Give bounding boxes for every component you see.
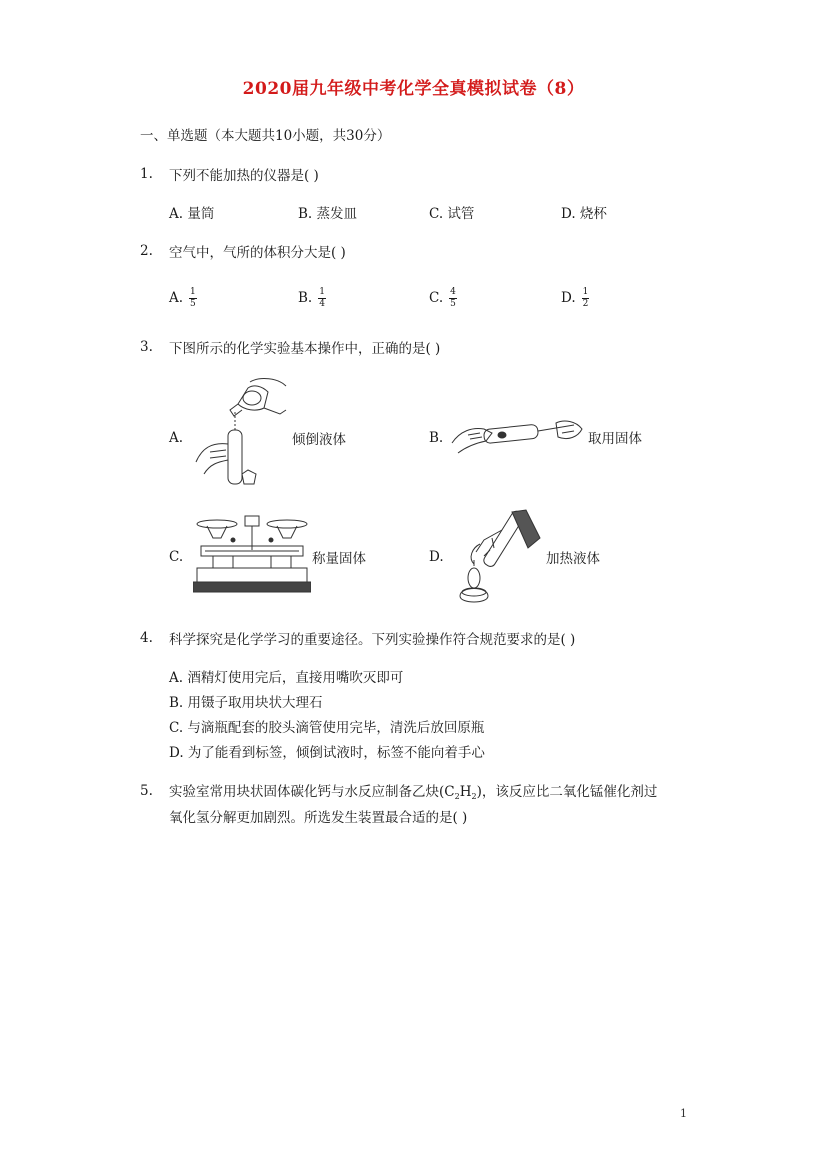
heating-liquid-illustration: [454, 508, 546, 608]
q4-option-b: B. 用镊子取用块状大理石: [169, 695, 323, 711]
fraction-numerator: 1: [582, 287, 589, 297]
q2-option-d-label: D.: [561, 290, 576, 306]
q1-option-d: D. 烧杯: [561, 206, 607, 222]
fraction-denominator: 2: [582, 299, 589, 309]
q2-option-d-fraction: [582, 287, 590, 310]
q2-option-c-fraction: [449, 287, 457, 310]
fraction-denominator: 5: [190, 299, 196, 309]
q2-option-c: [429, 287, 457, 310]
q3-number: 3.: [140, 339, 153, 355]
q1-number: 1.: [140, 166, 153, 182]
q1-option-c: C. 试管: [429, 206, 475, 222]
q4-option-a: A. 酒精灯使用完后，直接用嘴吹灭即可: [169, 670, 404, 686]
q1-option-b: B. 蒸发皿: [298, 206, 358, 222]
q5-line1-start: 实验室常用块状固体碳化钙与水反应制备乙炔(C: [169, 784, 455, 800]
q3-option-a-caption: 倾倒液体: [292, 432, 346, 448]
q5-text-line1: [169, 780, 657, 801]
q2-number: 2.: [140, 243, 153, 259]
q2-option-c-label: C.: [429, 290, 444, 306]
q4-option-c: C. 与滴瓶配套的胶头滴管使用完毕，清洗后放回原瓶: [169, 720, 485, 736]
q5-number: 5.: [140, 783, 153, 799]
q4-option-d: D. 为了能看到标签，倾倒试液时，标签不能向着手心: [169, 745, 485, 761]
q2-option-a-fraction: [189, 287, 197, 310]
fraction-denominator: 5: [450, 299, 456, 309]
q2-option-a: [169, 287, 197, 310]
q4-text: 科学探究是化学学习的重要途径。下列实验操作符合规范要求的是( ): [169, 632, 576, 648]
q3-option-d-caption: 加热液体: [546, 551, 600, 567]
q3-option-a-label: A.: [169, 430, 184, 446]
q2-option-b: [298, 287, 326, 310]
q2-option-b-fraction: [318, 287, 326, 310]
page-title: 2020届九年级中考化学全真模拟试卷（8）: [242, 79, 585, 99]
q3-option-c-caption: 称量固体: [312, 551, 366, 567]
fraction-numerator: 1: [319, 287, 325, 297]
q3-text: 下图所示的化学实验基本操作中，正确的是( ): [169, 341, 441, 357]
fraction-numerator: 4: [450, 287, 456, 297]
balance-scale-illustration: [193, 512, 311, 598]
section-heading: 一、单选题（本大题共10小题，共30分）: [140, 128, 391, 144]
q2-option-b-label: B.: [298, 290, 313, 306]
q3-option-d-label: D.: [429, 549, 444, 565]
q2-option-a-label: A.: [169, 290, 184, 306]
q2-text: 空气中，气所的体积分大是( ): [169, 245, 346, 261]
formula-element: H: [459, 784, 472, 800]
q2-option-d: [561, 287, 589, 310]
formula-subscript: 2: [471, 792, 477, 801]
q3-option-b-label: B.: [429, 430, 444, 446]
fraction-numerator: 1: [190, 287, 196, 297]
q5-text-line2: 氧化氢分解更加剧烈。所选发生装置最合适的是( ): [169, 810, 468, 826]
q3-option-c-label: C.: [169, 549, 184, 565]
fraction-denominator: 4: [319, 299, 325, 309]
taking-solid-illustration: [450, 413, 586, 455]
q3-option-b-caption: 取用固体: [588, 431, 642, 447]
q1-option-a: A. 量筒: [169, 206, 215, 222]
formula-subscript: 2: [454, 792, 460, 801]
page-number: 1: [680, 1107, 687, 1120]
q5-line1-end: )，该反应比二氧化锰催化剂过: [476, 784, 658, 800]
pouring-liquid-illustration: [190, 374, 290, 494]
q4-number: 4.: [140, 630, 153, 646]
q1-text: 下列不能加热的仪器是( ): [169, 168, 319, 184]
